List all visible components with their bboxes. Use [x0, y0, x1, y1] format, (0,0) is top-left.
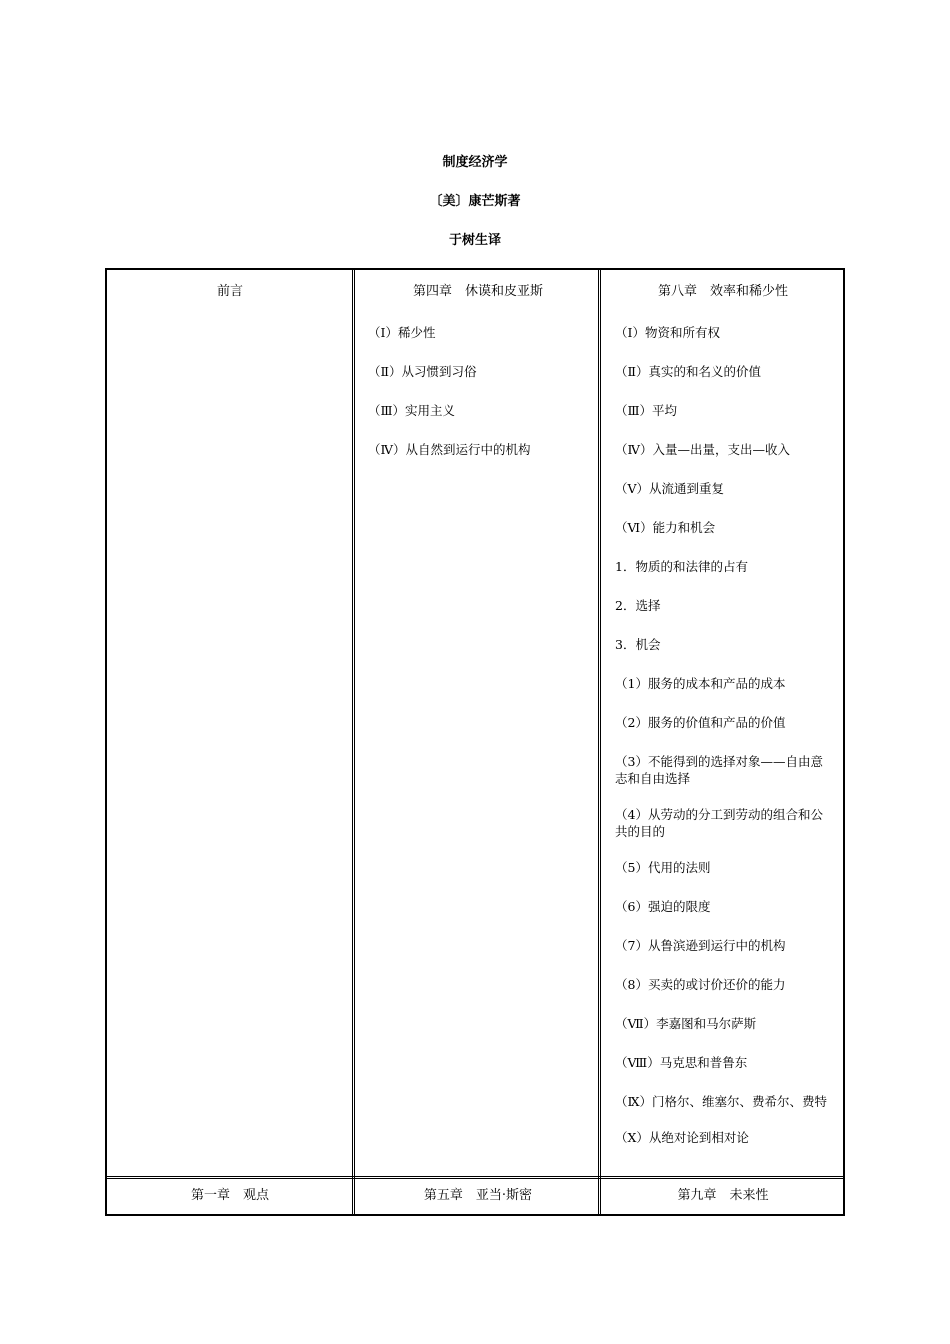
list-item: （Ⅲ）实用主义: [368, 403, 456, 418]
column-divider: [352, 270, 355, 1214]
footer-chapter-1: 第一章 观点: [190, 1188, 269, 1203]
list-item: （2）服务的价值和产品的价值: [615, 715, 786, 730]
list-item: 2．选择: [615, 598, 661, 613]
footer-chapter-5: 第五章 亚当·斯密: [423, 1188, 533, 1203]
list-item: 1．物质的和法律的占有: [615, 559, 748, 574]
list-item: （Ⅲ）平均: [615, 403, 678, 418]
table-of-contents: [105, 268, 845, 1216]
document-title: 制度经济学: [442, 155, 508, 170]
list-item: （Ⅴ）从流通到重复: [615, 481, 725, 496]
list-item: （Ⅵ）能力和机会: [615, 520, 716, 535]
list-item: （7）从鲁滨逊到运行中的机构: [615, 938, 786, 953]
column-divider: [598, 270, 601, 1214]
list-item: （Ⅰ）稀少性: [368, 325, 436, 340]
list-item: （8）买卖的或讨价还价的能力: [615, 977, 786, 992]
list-item: （Ⅷ）马克思和普鲁东: [615, 1055, 748, 1070]
list-item: （6）强迫的限度: [615, 899, 711, 914]
column-heading: 第八章 效率和稀少性: [657, 284, 788, 299]
list-item: （Ⅱ）真实的和名义的价值: [615, 364, 761, 379]
column-heading: 前言: [216, 284, 243, 299]
list-item: （Ⅹ）从绝对论到相对论: [615, 1130, 749, 1145]
list-item: 3．机会: [615, 637, 661, 652]
row-divider: [107, 1176, 843, 1179]
list-item: （Ⅳ）从自然到运行中的机构: [368, 442, 531, 457]
list-item: （Ⅸ）门格尔、维塞尔、费希尔、费特: [615, 1094, 828, 1109]
entry-list: [368, 324, 590, 480]
footer-chapter-9: 第九章 未来性: [677, 1188, 769, 1203]
list-item: （3）不能得到的选择对象——自由意志和自由选择: [615, 754, 823, 786]
list-item: （5）代用的法则: [615, 860, 711, 875]
list-item: （Ⅳ）入量—出量，支出—收入: [615, 442, 790, 457]
entry-list: [615, 324, 833, 1168]
list-item: （4）从劳动的分工到劳动的组合和公共的目的: [615, 807, 823, 839]
list-item: （Ⅶ）李嘉图和马尔萨斯: [615, 1016, 757, 1031]
document-author: 〔美〕康芒斯著: [429, 194, 521, 209]
list-item: （Ⅰ）物资和所有权: [615, 325, 720, 340]
list-item: （Ⅱ）从习惯到习俗: [368, 364, 477, 379]
list-item: （1）服务的成本和产品的成本: [615, 676, 786, 691]
column-heading: 第四章 休谟和皮亚斯: [412, 284, 543, 299]
document-translator: 于树生译: [448, 233, 501, 248]
